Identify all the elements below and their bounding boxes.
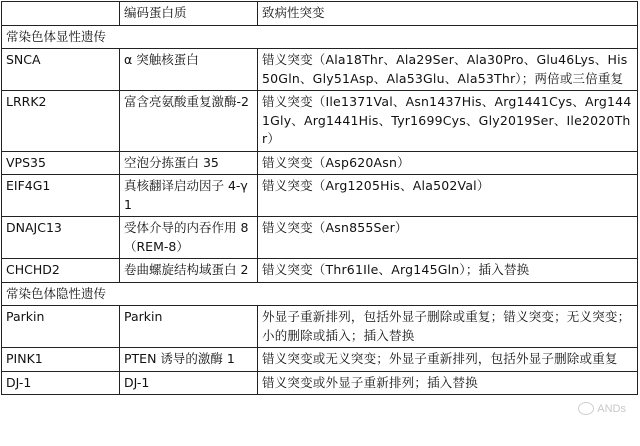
mutation-cell: 错义突变或外显子重新排列；插入替换 xyxy=(258,371,638,395)
table-row xyxy=(2,151,638,175)
gene-mutation-table xyxy=(1,1,638,395)
protein-cell: α 突触核蛋白 xyxy=(120,49,258,91)
watermark xyxy=(578,402,626,415)
gene-cell: SNCA xyxy=(2,49,120,91)
mutation-cell: 错义突变（Arg1205His、Ala502Val） xyxy=(258,175,638,217)
mutation-cell: 错义突变（Ala18Thr、Ala29Ser、Ala30Pro、Glu46Lys、His50Gln、Gly51Asp、Ala53Glu、Ala53Thr）；两倍或三倍重复 xyxy=(258,49,638,91)
mutation-cell: 错义突变（Thr61Ile、Arg145Gln）；插入替换 xyxy=(258,259,638,283)
mutation-cell: 错义突变（Asp620Asn） xyxy=(258,151,638,175)
table-row xyxy=(2,259,638,283)
header-gene xyxy=(2,2,120,26)
protein-cell: 卷曲螺旋结构域蛋白 2 xyxy=(120,259,258,283)
mutation-cell: 外显子重新排列，包括外显子删除或重复；错义突变；无义突变；小的删除或插入；插入替换 xyxy=(258,306,638,348)
gene-cell: Parkin xyxy=(2,306,120,348)
table-row xyxy=(2,91,638,152)
protein-cell: 真核翻译启动因子 4-γ 1 xyxy=(120,175,258,217)
gene-cell: LRRK2 xyxy=(2,91,120,152)
gene-cell: DJ-1 xyxy=(2,371,120,395)
table-header-row xyxy=(2,2,638,26)
table-row xyxy=(2,371,638,395)
gene-cell: VPS35 xyxy=(2,151,120,175)
table-row xyxy=(2,49,638,91)
section-title: 常染色体隐性遗传 xyxy=(2,282,638,306)
header-mutation: 致病性突变 xyxy=(258,2,638,26)
protein-cell: DJ-1 xyxy=(120,371,258,395)
section-row-recessive xyxy=(2,282,638,306)
mutation-cell: 错义突变（Asn855Ser） xyxy=(258,217,638,259)
gene-cell: DNAJC13 xyxy=(2,217,120,259)
table-row xyxy=(2,306,638,348)
section-title: 常染色体显性遗传 xyxy=(2,25,638,49)
protein-cell: 空泡分拣蛋白 35 xyxy=(120,151,258,175)
table-row xyxy=(2,175,638,217)
gene-cell: EIF4G1 xyxy=(2,175,120,217)
table-row xyxy=(2,217,638,259)
protein-cell: 富含亮氨酸重复激酶-2 xyxy=(120,91,258,152)
watermark-text: ANDs xyxy=(597,402,626,415)
header-protein: 编码蛋白质 xyxy=(120,2,258,26)
mutation-cell: 错义突变（Ile1371Val、Asn1437His、Arg1441Cys、Arg1441Gly、Arg1441His、Tyr1699Cys、Gly2019Ser、Ile2020Thr） xyxy=(258,91,638,152)
protein-cell: 受体介导的内吞作用 8（REM-8） xyxy=(120,217,258,259)
mutation-cell: 错义突变或无义突变；外显子重新排列，包括外显子删除或重复 xyxy=(258,348,638,372)
protein-cell: PTEN 诱导的激酶 1 xyxy=(120,348,258,372)
wechat-icon xyxy=(578,402,594,415)
protein-cell: Parkin xyxy=(120,306,258,348)
section-row-dominant xyxy=(2,25,638,49)
gene-cell: CHCHD2 xyxy=(2,259,120,283)
table-row xyxy=(2,348,638,372)
gene-cell: PINK1 xyxy=(2,348,120,372)
